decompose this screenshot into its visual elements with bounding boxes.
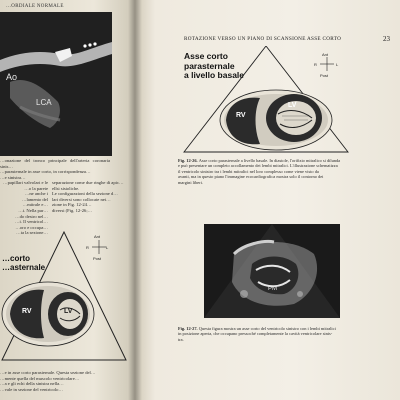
left-page (0, 0, 134, 400)
body-line: separazione come due ringhe di apic… (52, 180, 124, 185)
left-bottom-caption (0, 370, 125, 392)
left-orientation-post: Post (93, 256, 102, 261)
body-line: …papillari valvolari e le (2, 180, 48, 185)
left-diagram-graphic (0, 228, 128, 368)
figure-12-27-caption (178, 326, 356, 342)
left-heart-diagram (0, 228, 128, 368)
diagram-title-line: a livello basale (184, 70, 245, 80)
right-echo-graphic (204, 224, 340, 318)
left-lv-label: LV (64, 308, 73, 315)
caption-line: il ventricolo sinistro tra i lembi mitralici nel loro complesso come viene visto da (178, 168, 319, 174)
page-number: 23 (383, 35, 390, 43)
caption-line: …onazione del tronco principale dell'arteria coronaria sinis… (0, 158, 110, 169)
pm-label: PM (268, 286, 277, 292)
body-line: zione in Fig. 12-24… (52, 202, 92, 208)
figure-label: Fig. 12-27. (178, 326, 198, 331)
book-gutter (128, 0, 142, 400)
right-echo-image (204, 224, 340, 318)
left-orientation-ant: Ant (94, 234, 101, 239)
caption-line: …e in asse corto parasternale. Questa sezione del… (0, 370, 96, 375)
right-running-header: ROTAZIONE VERSO UN PIANO DI SCANSIONE ASSE CORTO (184, 36, 342, 42)
left-orientation-r: R (86, 245, 89, 250)
diagram-title-line: parasternale (184, 60, 235, 71)
body-line: …i. Nella par… (18, 207, 48, 213)
right-rv-label: RV (236, 112, 246, 119)
caption-line: …a e gli echi della sinistra nella… (0, 381, 64, 387)
caption-line: …mente quella del muscolo ventricolare… (0, 375, 80, 381)
body-line: diversi (Fig. 12-26;… (52, 207, 93, 213)
body-line: …do destro nel… (15, 213, 48, 219)
diagram-title-line: …corto (2, 254, 30, 263)
caption-line: avanti, ma in questo piano l'immagine ecocardiografica mostra solo il contorno dei (178, 174, 324, 180)
body-line: ellsi sistoliche. (52, 185, 80, 191)
caption-line: in posizione aperta, che occupano pressoché completamente la cavità ventricolare sinis- (178, 331, 333, 337)
left-running-header: …ORDIALE NORMALE (6, 4, 64, 9)
left-orientation-l: L (106, 245, 109, 250)
right-heart-diagram (178, 46, 358, 154)
body-line: Le configurazioni della sezione d… (52, 191, 118, 197)
ao-label: Ao (6, 72, 18, 82)
left-diagram-title (2, 254, 45, 272)
caption-line: tra. (178, 336, 184, 342)
caption-line: …e sinistra… (0, 174, 26, 180)
right-page (134, 0, 400, 400)
lca-label: LCA (36, 98, 52, 107)
body-line: …mitrale e… (22, 202, 48, 208)
caption-line: …vale in sezione del ventricolo… (0, 386, 64, 392)
body-line: …i. Il ventricol… (14, 219, 48, 225)
caption-line: …parasternale in asse corto, in corrispondenza… (0, 169, 91, 175)
right-diagram-title (184, 52, 244, 81)
right-orientation-cross-icon (320, 57, 334, 71)
left-orientation-cross-icon (92, 240, 109, 254)
right-lv-label: LV (288, 102, 297, 109)
left-echo-image (0, 12, 112, 156)
body-line: …lamento del (21, 196, 48, 202)
body-line: …ne anche i (24, 191, 48, 197)
body-line: …o la parete (24, 185, 48, 191)
diagram-title-line: Asse corto (184, 51, 228, 61)
caption-line: Asse corto parasternale a livello basale. In diastole, l'orifizio mitralico si dilunda (198, 158, 341, 163)
caption-line: Questa figura mostra un asse corto del ventricolo sinistro con i lembi mitralici (198, 326, 336, 331)
left-body-column-2 (52, 180, 130, 214)
left-rv-label: RV (22, 308, 32, 315)
right-orientation-post: Post (320, 73, 329, 78)
caption-line: e può presentare un completo accollamento dei lembi mitralici. L'illustrazione schematizza (178, 163, 338, 169)
body-line: lari diversi sono collocate nei… (52, 196, 111, 202)
left-echo-graphic (0, 12, 112, 156)
left-photo-caption (0, 158, 110, 180)
right-orientation-r: R (314, 62, 317, 67)
body-line: …oro e occupa… (15, 224, 48, 230)
body-line: …ta la sezione… (16, 230, 48, 236)
figure-label: Fig. 12-26. (178, 158, 198, 163)
right-orientation-l: L (336, 62, 339, 67)
caption-line: margini liberi. (178, 179, 204, 185)
diagram-title-line: …asternale (2, 263, 46, 272)
figure-12-26-caption (178, 158, 356, 185)
right-orientation-ant: Ant (322, 52, 329, 57)
